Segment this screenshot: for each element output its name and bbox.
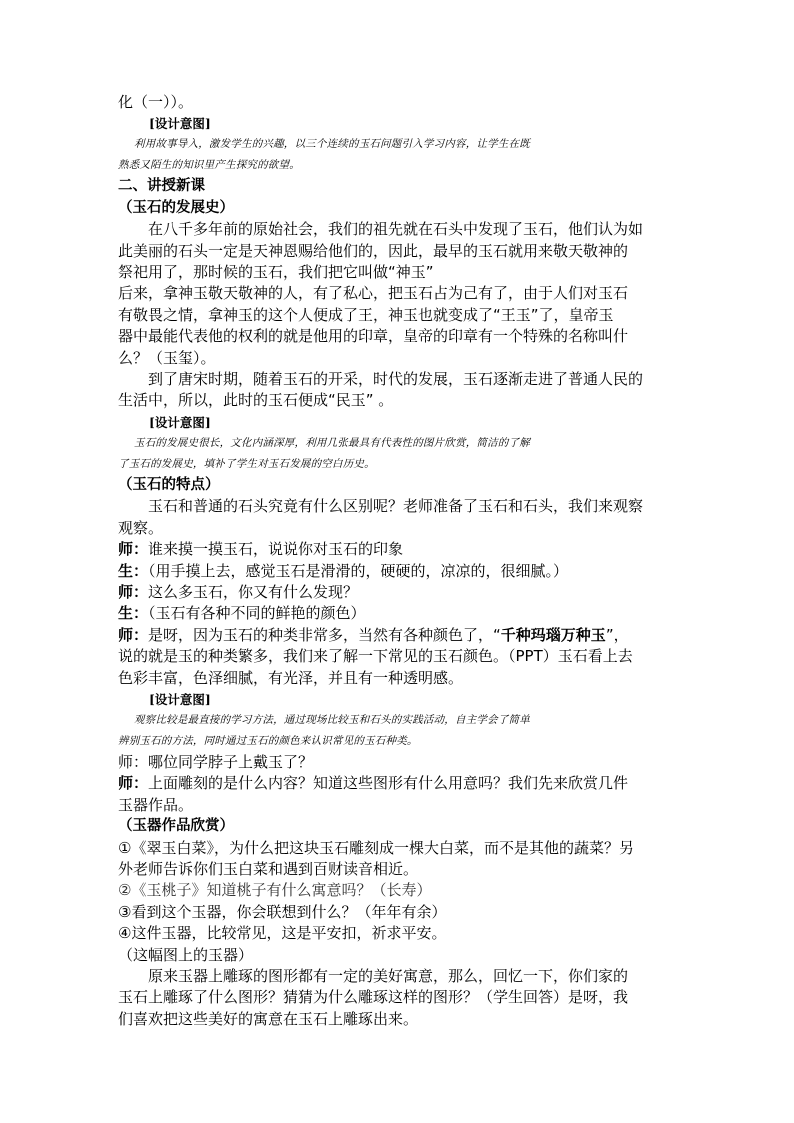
text-line: 玉石和普通的石头究竟有什么区别呢？老师准备了玉石和石头，我们来观察 [148,497,644,516]
list-item: ①《翠玉白菜》，为什么把这块玉石雕刻成一棵大白菜，而不是其他的蔬菜？另 [118,838,634,857]
text-line: 器中最能代表他的权利的就是他用的印章，皇帝的印章有一个特殊的名称叫什 [118,327,629,346]
text-line: 有敬畏之情，拿神玉的这个人便成了王，神玉也就变成了“王玉”了，皇帝玉 [118,305,614,324]
design-intent-label: [设计意图] [149,691,211,707]
emphasis-text: 千种玛瑙万种玉 [500,625,606,644]
speaker-teacher: 师： [118,582,149,601]
dialogue-line: 师：是呀，因为玉石的种类非常多，当然有各种颜色了，“千种玛瑙万种玉”， [118,625,629,644]
speaker-teacher: 师： [118,625,149,644]
list-item: ④这件玉器，比较常见，这是平安扣，祈求平安。 [118,924,447,943]
dialogue-line: 生：（玉石有各种不同的鲜艳的颜色） [118,604,366,623]
text-line: 说的就是玉的种类繁多，我们来了解一下常见的玉石颜色。（PPT）玉石看上去 [118,647,633,666]
text-line: 们喜欢把这些美好的寓意在玉石上雕琢出来。 [118,1009,419,1028]
text-line: （这幅图上的玉器） [118,945,254,964]
text-line: 到了唐宋时期，随着玉石的开采，时代的发展，玉石逐渐走进了普通人民的 [148,370,644,389]
text-line: 原来玉器上雕琢的图形都有一定的美好寓意，那么，回忆一下，你们家的 [148,967,629,985]
design-intent-text: 辨别玉石的方法，同时通过玉石的颜色来认识常见的玉石种类。 [118,734,418,747]
design-intent-label: [设计意图] [149,116,211,132]
design-intent-text: 利用故事导入，激发学生的兴趣，以三个连续的玉石问题引入学习内容，让学生在既 [134,138,530,151]
speaker-student: 生： [118,561,149,580]
speaker-student: 生： [118,604,149,623]
dialogue-line: 师：哪位同学脖子上戴玉了？ [118,752,314,771]
subsection-heading: （玉石的发展史） [118,199,234,216]
dialogue-line: 师：上面雕刻的是什么内容？知道这些图形有什么用意吗？我们先来欣赏几件 [118,774,629,793]
design-intent-text: 观察比较是最直接的学习方法，通过现场比较玉和石头的实践活动，自主学会了简单 [134,713,530,726]
text-line: 观察。 [118,518,164,537]
subsection-heading: （玉器作品欣赏） [118,818,234,835]
dialogue-line: 生：（用手摸上去，感觉玉石是滑滑的，硬硬的，凉凉的，很细腻。） [118,561,569,580]
design-intent-text: 玉石的发展史很长，文化内涵深厚，利用几张最具有代表性的图片欣赏，简洁的了解 [134,436,530,449]
design-intent-text: 了玉石的发展史，填补了学生对玉石发展的空白历史。 [118,457,375,470]
text-line: 玉器作品。 [118,795,194,814]
design-intent-text: 熟悉又陌生的知识里产生探究的欲望。 [118,159,300,172]
list-item: ②《玉桃子》知道桃子有什么寓意吗？（长寿） [118,881,432,900]
text-line: 生活中，所以，此时的玉石便成“民玉” 。 [118,391,394,410]
speaker-teacher: 师： [118,540,149,559]
design-intent-label: [设计意图] [149,414,211,430]
text-line: 外老师告诉你们玉白菜和遇到百财读音相近。 [118,859,419,878]
document-page [118,92,678,1030]
list-item: ③看到这个玉器，你会联想到什么？（年年有余） [118,902,447,921]
text-line: 么？（玉玺）。 [118,348,216,367]
section-heading: 二、讲授新课 [118,178,205,195]
text-line: 玉石上雕琢了什么图形？猜猜为什么雕琢这样的图形？（学生回答）是呀，我 [118,988,629,1007]
text-line: 在八千多年前的原始社会，我们的祖先就在石头中发现了玉石，他们认为如 [148,220,644,239]
text-line: 后来，拿神玉敬天敬神的人，有了私心，把玉石占为己有了，由于人们对玉石 [118,284,629,303]
speaker-teacher: 师： [118,774,149,793]
dialogue-line: 师：这么多玉石，你又有什么发现？ [118,582,359,601]
text-line: 此美丽的石头一定是天神恩赐给他们的，因此，最早的玉石就用来敬天敬神的 [118,241,629,260]
text-line: 祭祀用了，那时候的玉石，我们把它叫做“神玉” [118,263,434,282]
subsection-heading: （玉石的特点） [118,476,220,493]
text-line: 化（一））。 [118,93,194,111]
dialogue-line: 师：谁来摸一摸玉石，说说你对玉石的印象 [118,540,404,559]
text-line: 色彩丰富，色泽细腻，有光泽，并且有一种透明感。 [118,668,464,687]
